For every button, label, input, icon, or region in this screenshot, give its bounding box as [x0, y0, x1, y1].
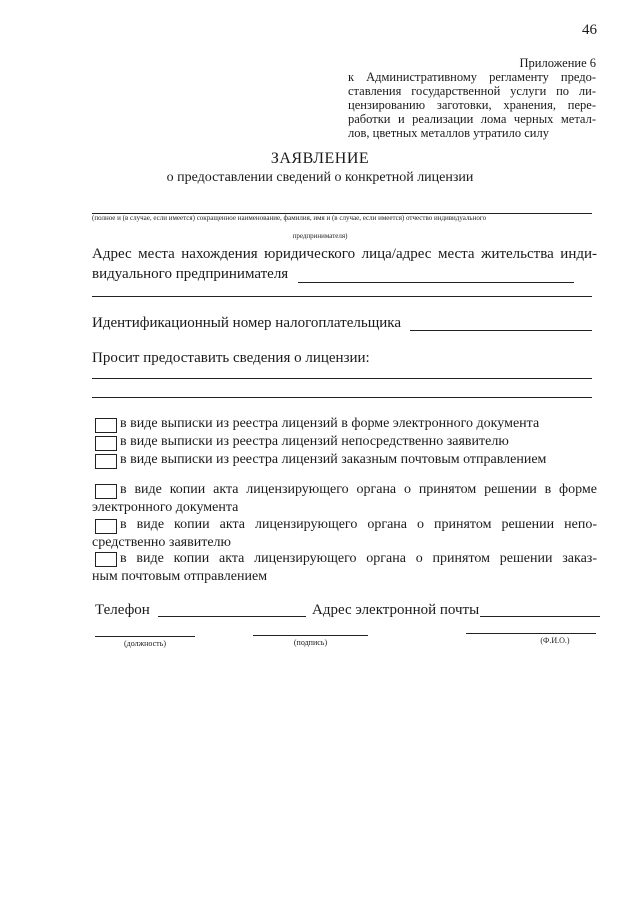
copy-mail-option-cont: ным почтовым отправлением — [92, 569, 268, 584]
position-hint: (должность) — [124, 639, 166, 648]
address-field-extra[interactable] — [92, 296, 592, 297]
copy-electronic-option: в виде копии акта лицензирующего органа о принятом решении в форме — [120, 482, 597, 497]
extract-direct-checkbox[interactable] — [95, 436, 117, 451]
address-field[interactable] — [298, 282, 574, 283]
appendix-note — [348, 56, 596, 140]
email-field[interactable] — [480, 616, 600, 617]
appendix-line: лов, цветных металлов утратило силу — [348, 126, 549, 140]
document-subtitle: о предоставлении сведений о конкретной лицензии — [166, 170, 474, 185]
fio-hint: (Ф.И.О.) — [540, 636, 570, 645]
appendix-line: ставления государственной услуги по ли- — [348, 84, 596, 98]
position-field[interactable] — [95, 636, 195, 637]
address-label-cont: видуального предпринимателя — [92, 266, 289, 282]
license-info-field-extra[interactable] — [92, 397, 592, 398]
copy-direct-checkbox[interactable] — [95, 519, 117, 534]
extract-electronic-option: в виде выписки из реестра лицензий в форме электронного документа — [120, 416, 540, 431]
email-label: Адрес электронной почты — [312, 602, 480, 618]
copy-electronic-checkbox[interactable] — [95, 484, 117, 499]
request-label: Просит предоставить сведения о лицензии: — [92, 350, 370, 366]
applicant-name-hint-cont: предпринимателя) — [292, 232, 348, 240]
appendix-line: работки и реализации лома черных метал- — [348, 112, 596, 126]
signature-field[interactable] — [253, 635, 368, 636]
copy-mail-option: в виде копии акта лицензирующего органа о принятом решении заказ- — [120, 551, 597, 566]
document-title: ЗАЯВЛЕНИЕ — [270, 150, 370, 167]
license-info-field[interactable] — [92, 378, 592, 379]
copy-electronic-option-cont: электронного документа — [92, 500, 239, 515]
extract-electronic-checkbox[interactable] — [95, 418, 117, 433]
inn-field[interactable] — [410, 330, 592, 331]
page-number: 46 — [582, 22, 597, 38]
applicant-name-hint: (полное и (в случае, если имеется) сокращенное наименование, фамилия, имя и (в случае, если имеется) отчество индивидуального — [92, 214, 487, 222]
phone-label: Телефон — [95, 602, 150, 618]
appendix-line: к Административному регламенту предо- — [348, 70, 596, 84]
appendix-heading: Приложение 6 — [519, 56, 596, 70]
phone-field[interactable] — [158, 616, 306, 617]
copy-direct-option-cont: средственно заявителю — [92, 535, 231, 550]
inn-label: Идентификационный номер налогоплательщика — [92, 315, 402, 331]
copy-mail-checkbox[interactable] — [95, 552, 117, 567]
fio-field[interactable] — [466, 633, 596, 634]
copy-direct-option: в виде копии акта лицензирующего органа о принятом решении непо- — [120, 517, 597, 532]
extract-direct-option: в виде выписки из реестра лицензий непосредственно заявителю — [120, 434, 509, 449]
address-label: Адрес места нахождения юридического лица/адрес места жительства инди- — [92, 246, 597, 262]
extract-mail-option: в виде выписки из реестра лицензий заказным почтовым отправлением — [120, 452, 547, 467]
extract-mail-checkbox[interactable] — [95, 454, 117, 469]
signature-hint: (подпись) — [293, 638, 328, 647]
appendix-line: цензированию заготовки, хранения, пере- — [348, 98, 596, 112]
